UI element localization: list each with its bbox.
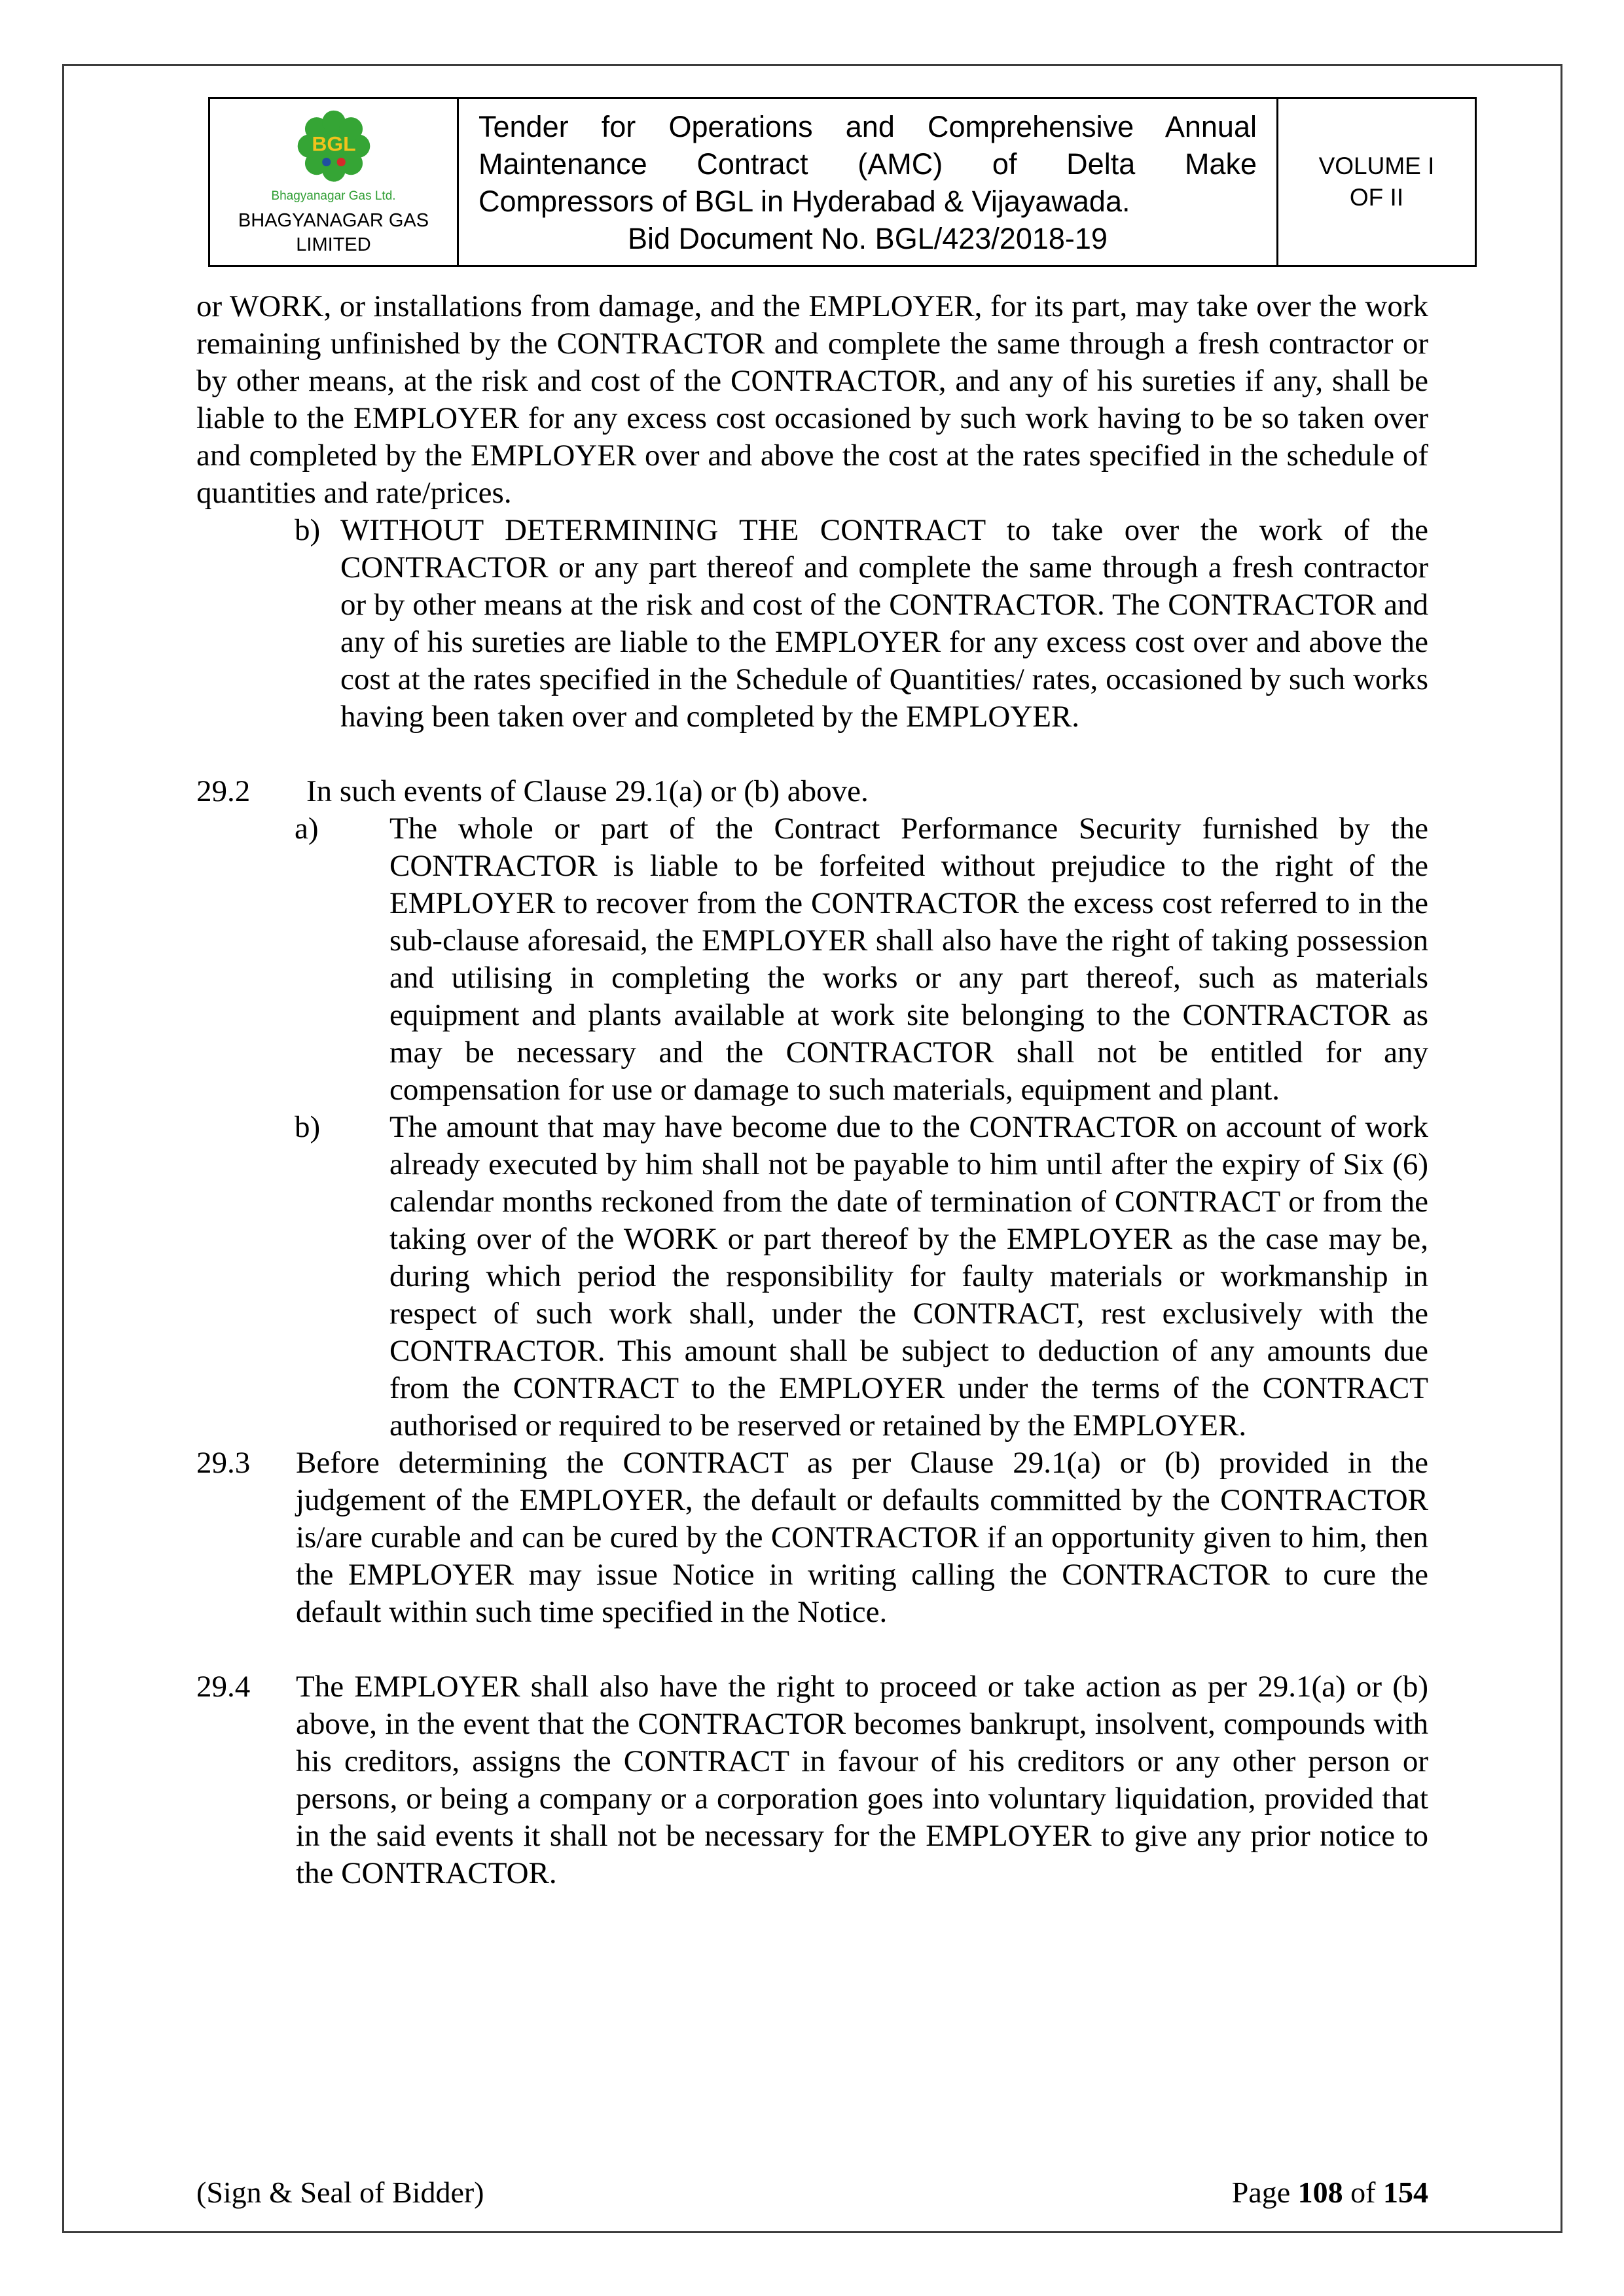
clause-29-1b-label: b) [295,513,321,547]
volume-label [1278,99,1475,265]
clause-29-2b-text: The amount that may have become due to the CONTRACTOR on account of work already executed by him shall not be payable to him until after the expiry of Six (6) calendar months reckoned from the date of termination of CONTRACT or from the taking over of the WORK or part thereof by the EMPLOYER as the case may be, during which period the responsibility for faulty materials or workmanship in respect of such work shall, under the CONTRACT, rest exclusively with the CONTRACTOR. This amount shall be subject to deduction of any amounts due from the CONTRACT to the EMPLOYER under the terms of the CONTRACT authorised or required to be reserved or retained by the EMPLOYER. [389,1110,1428,1443]
volume-line1: VOLUME I [1318,152,1435,179]
company-name-line1: BHAGYANAGAR GAS [238,210,429,231]
clause-29-1b [196,512,1428,736]
clause-29-1a-continuation: or WORK, or installations from damage, and the EMPLOYER, for its part, may take over the work remaining unfinished by the CONTRACTOR and complete the same through a fresh contractor or by other means, at the risk and cost of the CONTRACTOR, and any of his sureties if any, shall be liable to the EMPLOYER for any excess cost occasioned by such work having to be so taken over and completed by the EMPLOYER over and above the cost at the rates specified in the schedule of quantities and rate/prices. [196,289,1428,510]
clause-29-3 [196,1444,1428,1631]
page-word: Page [1231,2176,1291,2209]
clause-29-4-text: The EMPLOYER shall also have the right to proceed or take action as per 29.1(a) or (b) above, in the event that the CONTRACTOR becomes bankrupt, insolvent, compounds with his creditors, assigns the CONTRACT in favour of his creditors or any other person or persons, or being a company or a corporation goes into voluntary liquidation, provided that in the said events it shall not be necessary for the EMPLOYER to give any prior notice to the CONTRACTOR. [296,1670,1428,1890]
clause-29-2b-label: b) [295,1110,321,1144]
tender-title-line3: Compressors of BGL in Hyderabad & Vijayawada. [478,185,1130,218]
clause-29-2b [196,1109,1428,1444]
clause-29-2-text: In such events of Clause 29.1(a) or (b) above. [306,774,869,808]
tender-title-line2: Maintenance Contract (AMC) of Delta Make [478,147,1257,181]
company-name [238,209,429,257]
clause-29-4-number: 29.4 [196,1670,251,1704]
company-name-line2: LIMITED [296,234,371,255]
page-footer [196,2174,1428,2211]
bgl-logo-icon [285,105,383,190]
page-total: 154 [1383,2176,1428,2209]
clause-29-2a-text: The whole or part of the Contract Performance Security furnished by the CONTRACTOR is liable to be forfeited without prejudice to the right of the EMPLOYER to recover from the CONTRACTOR the excess cost referred to in the sub-clause aforesaid, the EMPLOYER shall also have the right of taking possession and utilising in completing the works or any part thereof, such as materials equipment and plants available at work site belonging to the CONTRACTOR as may be necessary and the CONTRACTOR shall not be entitled for any compensation for use or damage to such materials, equipment and plant. [389,812,1428,1107]
logo-blue-dot [322,158,331,166]
logo-acronym-text: BGL [311,132,356,156]
volume-line2: OF II [1349,184,1404,211]
page-current: 108 [1297,2176,1343,2209]
clause-29-2-heading [196,773,1428,810]
logo-subtext: Bhagyanagar Gas Ltd. [271,189,396,203]
clause-29-1b-text: WITHOUT DETERMINING THE CONTRACT to take over the work of the CONTRACTOR or any part thereof and complete the same through a fresh contractor or by other means at the risk and cost of the CONTRACTOR. The CONTRACTOR and any of his sureties are liable to the EMPLOYER for any excess cost over and above the cost at the rates specified in the Schedule of Quantities/ rates, occasioned by such works having been taken over and completed by the EMPLOYER. [340,513,1428,734]
sign-seal-label: (Sign & Seal of Bidder) [196,2176,484,2209]
page-number [1232,2174,1428,2211]
header-table [208,97,1477,267]
tender-title-cell [459,99,1278,265]
logo-red-dot [336,158,345,166]
page-of-word: of [1350,2176,1376,2209]
clause-29-2-number: 29.2 [196,774,251,808]
logo-cell [210,99,459,265]
clause-29-3-text: Before determining the CONTRACT as per Clause 29.1(a) or (b) provided in the judgement of the EMPLOYER, the default or defaults committed by the CONTRACTOR is/are curable and can be cured by the CONTRACTOR if an opportunity given to him, then the EMPLOYER may issue Notice in writing calling the CONTRACTOR to cure the default within such time specified in the Notice. [296,1446,1428,1629]
tender-title-line1: Tender for Operations and Comprehensive Annual [478,110,1257,143]
clause-29-2a-label: a) [295,812,319,846]
clause-29-3-number: 29.3 [196,1446,251,1480]
clause-29-4 [196,1668,1428,1892]
document-body [196,288,1428,1892]
clause-29-2a [196,810,1428,1109]
bid-document-number: Bid Document No. BGL/423/2018-19 [628,222,1108,255]
